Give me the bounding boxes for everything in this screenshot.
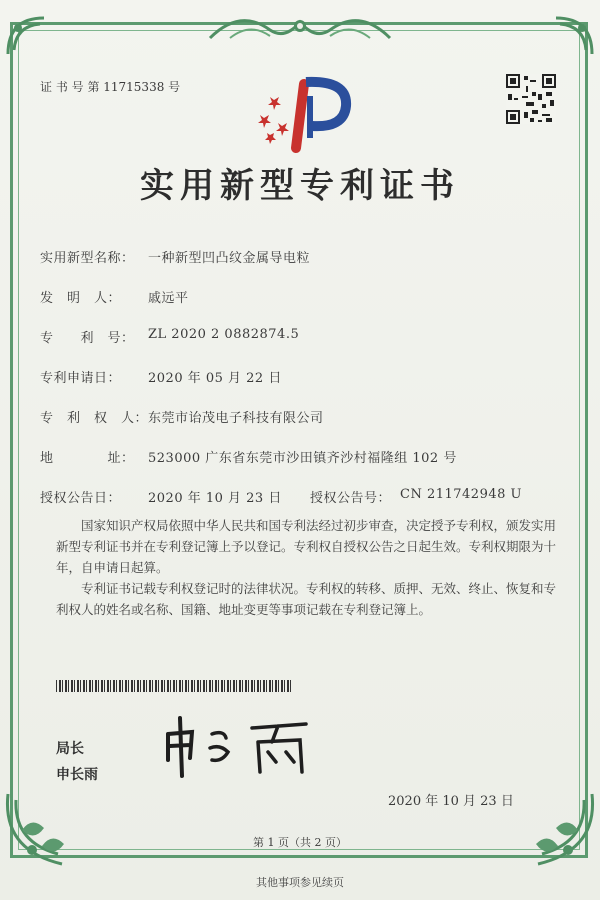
corner-ornament-icon: [2, 790, 92, 870]
grant-number-value: CN 211742948 U: [400, 487, 522, 502]
utility-model-name-value: 一种新型凹凸纹金属导电粒: [148, 251, 311, 266]
certificate-number: 证 书 号 第 11715338 号: [40, 80, 181, 94]
filing-date-value: 2020 年 05 月 22 日: [148, 371, 282, 386]
page-indicator: 第 1 页（共 2 页）: [253, 836, 347, 849]
certificate-title: 实用新型专利证书: [140, 166, 460, 206]
signature-icon: [160, 712, 320, 782]
filing-date-label: 专利申请日：: [40, 371, 122, 386]
grant-date-label: 授权公告日：: [40, 491, 122, 506]
corner-ornament-icon: [508, 790, 598, 870]
barcode-icon: [56, 680, 292, 692]
corner-ornament-icon: [550, 14, 596, 60]
legal-status-paragraph: 专利证书记载专利权登记时的法律状况。专利权的转移、质押、无效、终止、恢复和专利权人的姓名或名称、国籍、地址变更等事项记载在专利登记簿上。: [56, 581, 557, 617]
inventor-value: 戚远平: [148, 291, 189, 306]
patentee-value: 东莞市诒茂电子科技有限公司: [148, 411, 324, 426]
corner-ornament-icon: [4, 14, 50, 60]
patentee-label: 专 利 权 人：: [40, 411, 149, 426]
grant-date-value: 2020 年 10 月 23 日: [148, 491, 282, 506]
patent-office-logo-icon: [252, 76, 352, 156]
patent-number-value: ZL 2020 2 0882874.5: [148, 327, 300, 342]
footer-note: 其他事项参见续页: [256, 876, 344, 889]
inventor-label: 发 明 人：: [40, 291, 122, 306]
director-name: 申长雨: [56, 767, 98, 783]
utility-model-name-label: 实用新型名称：: [40, 251, 135, 266]
issue-date: 2020 年 10 月 23 日: [388, 794, 514, 809]
address-label: 地 址：: [40, 451, 135, 466]
qr-code-icon: [506, 74, 556, 124]
grant-statement-paragraph: 国家知识产权局依照中华人民共和国专利法经过初步审查，决定授予专利权，颁发实用新型专利证书并在专利登记簿上予以登记。专利权自授权公告之日起生效。专利权期限为十年，自申请日起算。: [56, 518, 557, 575]
director-title: 局长: [56, 741, 84, 757]
patent-number-label: 专 利 号：: [40, 331, 135, 346]
address-value: 523000 广东省东莞市沙田镇齐沙村福隆组 102 号: [148, 451, 457, 466]
top-ornament-icon: [200, 8, 400, 48]
grant-number-label: 授权公告号：: [310, 491, 392, 506]
